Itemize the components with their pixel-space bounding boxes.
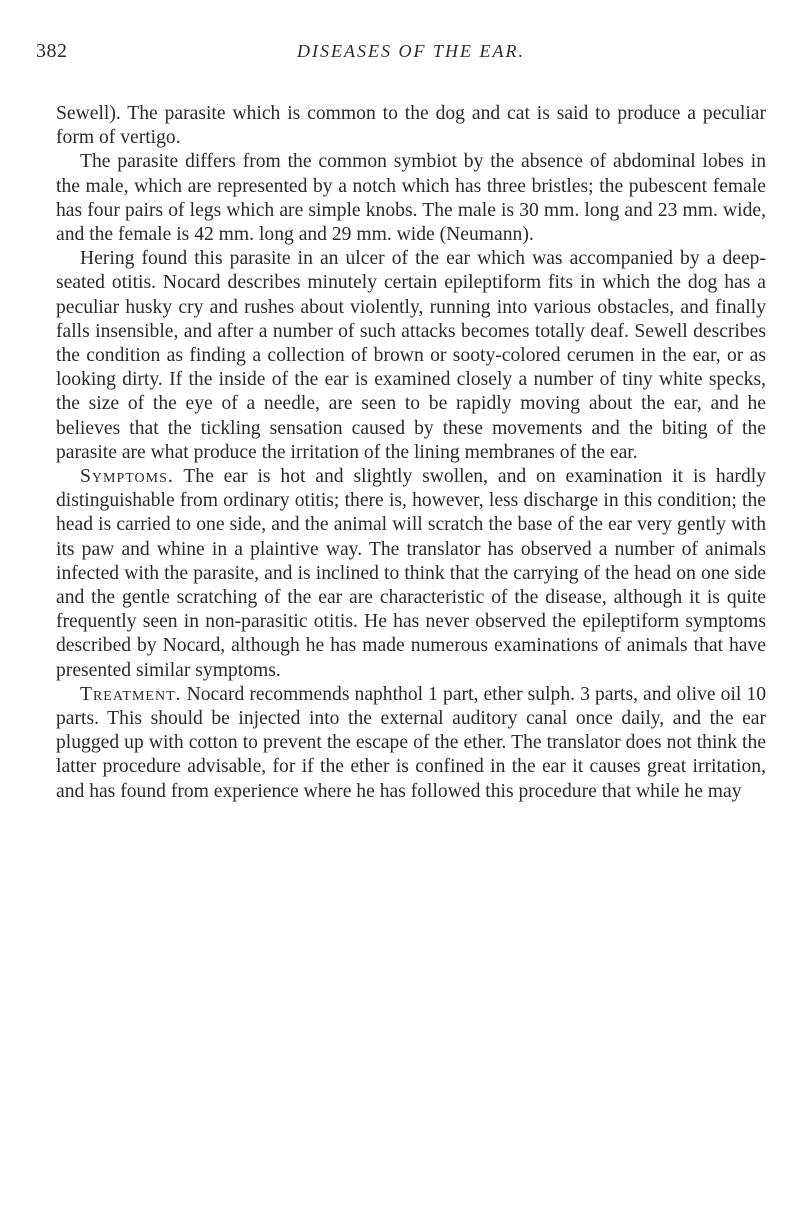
paragraph-text: Sewell). The parasite which is common to the dog and cat is said to produce a peculiar form of vertigo. [56, 103, 766, 149]
paragraph-1 [56, 102, 766, 150]
paragraph-text: The parasite differs from the common symbiot by the absence of abdominal lobes in the male, which are represented by a notch which has three bristles; the pubescent female has four pairs of legs which are simple knobs. The male is 30 mm. long and 23 mm. wide, and the female is 42 mm. long and 29 mm. wide (Neumann). [56, 151, 766, 246]
paragraph-2 [56, 150, 766, 247]
paragraph-text: The ear is hot and slightly swollen, and on examination it is hardly distinguishable from ordinary otitis; there is, however, less discharge in this condition; the head is carried to one side, and the animal will scratch the base of the ear very gently with its paw and whine in a plaintive way. The translator has observed a number of animals infected with the parasite, and is inclined to think that the carrying of the head on one side and the gentle scratching of the ear are characteristic of the disease, although it is quite frequently seen in non-parasitic otitis. He has never observed the epileptiform symptoms described by Nocard, although he has made numerous examinations of animals that have presented similar symptoms. [56, 466, 766, 681]
paragraph-text: Hering found this parasite in an ulcer of the ear which was accompanied by a deep-seated otitis. Nocard describes minutely certain epileptiform fits in which the dog has a peculiar husky cry and rushes about violently, running into various obstacles, and finally falls insensible, and after a number of such attacks becomes totally deaf. Sewell describes the condition as finding a collection of brown or sooty-colored cerumen in the ear, or as looking dirty. If the inside of the ear is examined closely a number of tiny white specks, the size of the eye of a needle, are seen to be rapidly moving about the ear, and he believes that the tickling sensation caused by these movements and the biting of the parasite are what produce the irritation of the lining membranes of the ear. [56, 248, 766, 463]
paragraph-treatment [56, 683, 766, 804]
body-text [56, 102, 766, 804]
paragraph-symptoms [56, 465, 766, 683]
section-lead-symptoms: Symptoms. [80, 466, 174, 488]
page-number: 382 [36, 40, 68, 62]
paragraph-text: Nocard recommends naphthol 1 part, ether sulph. 3 parts, and olive oil 10 parts. This should be injected into the external auditory canal once daily, and the ear plugged up with cotton to prevent the escape of the ether. The translator does not think the latter procedure advisable, for if the ether is confined in the ear it causes great irritation, and has found from experience where he has followed this procedure that while he may [56, 683, 766, 802]
book-page [36, 40, 766, 804]
paragraph-3 [56, 247, 766, 465]
page-header [36, 40, 766, 74]
running-title: DISEASES OF THE EAR. [297, 41, 525, 61]
section-lead-treatment: Treatment. [80, 683, 182, 705]
